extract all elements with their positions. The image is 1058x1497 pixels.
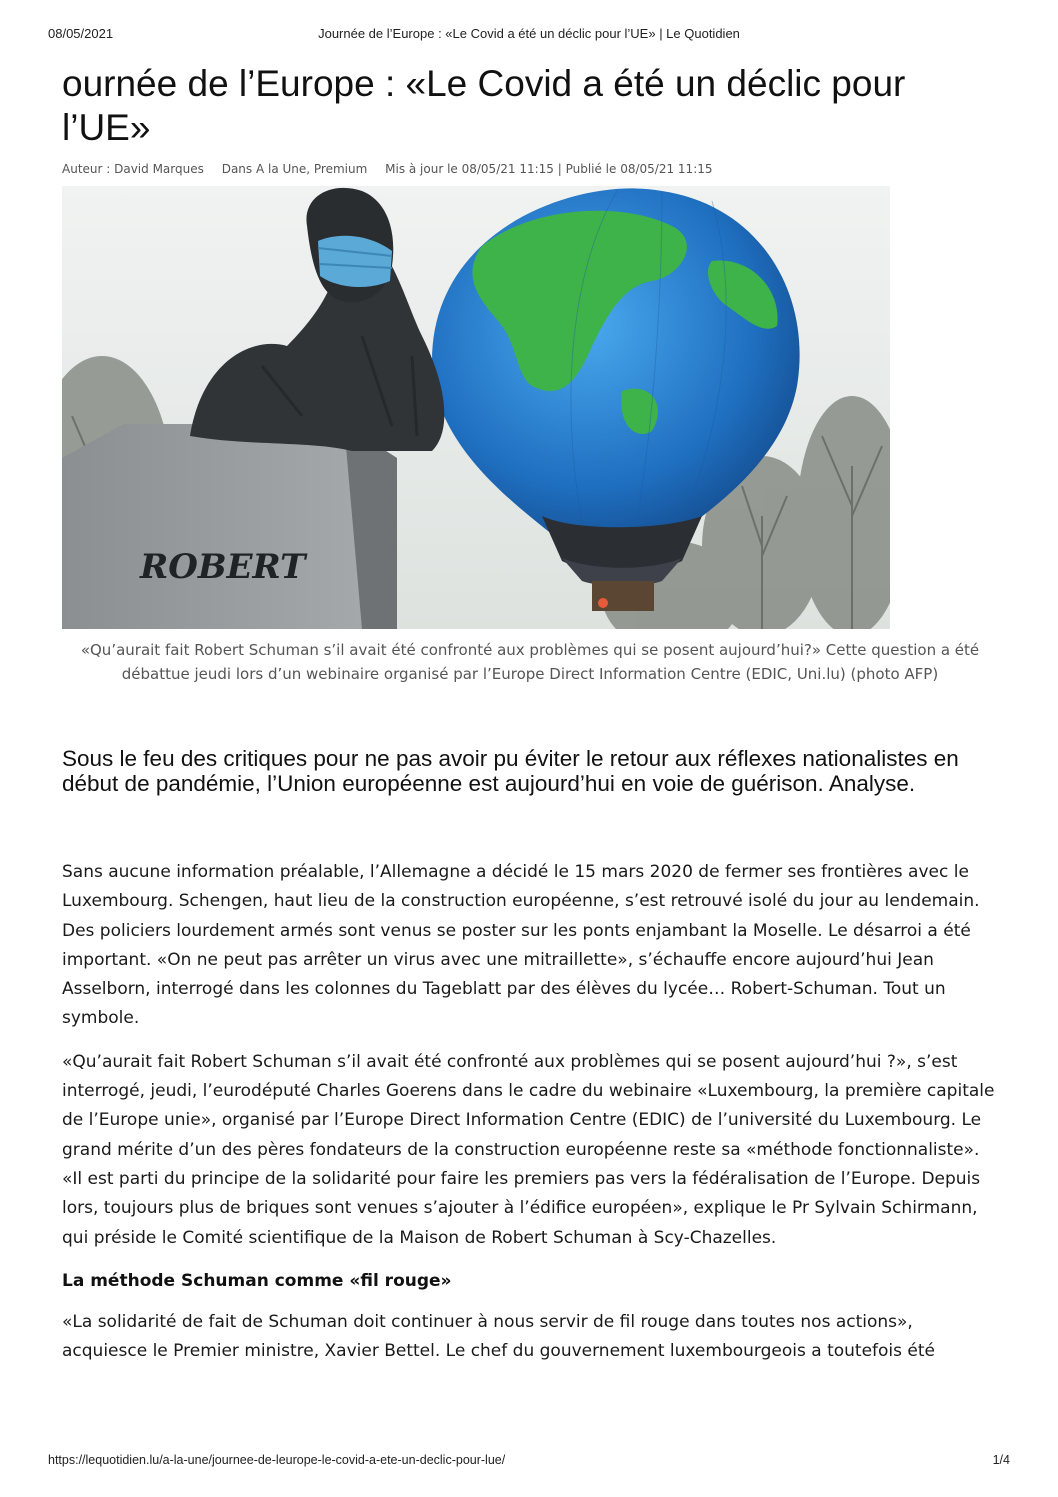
- print-page-title: Journée de l’Europe : «Le Covid a été un déclic pour l’UE» | Le Quotidien: [318, 26, 740, 41]
- print-header: [48, 26, 1010, 44]
- article-photo: [62, 186, 890, 629]
- article-meta: [62, 162, 727, 176]
- article-categories[interactable]: Dans A la Une, Premium: [221, 162, 368, 176]
- article-headline: ournée de l’Europe : «Le Covid a été un déclic pour l’UE»: [62, 63, 906, 148]
- article-body: [62, 858, 1002, 1380]
- article-paragraph: Sans aucune information préalable, l’Allemagne a décidé le 15 mars 2020 de fermer ses frontières avec le Luxembourg. Schengen, haut lieu de la construction européenne, s’est retrouvé isolé du jour au lendemain. Des policiers lourdement armés sont venus se poster sur les ponts enjambant la Moselle. Le désarroi a été important. «On ne peut pas arrêter un virus avec une mitraillette», s’échauffe encore aujourd’hui Jean Asselborn, interrogé dans les colonnes du Tageblatt par des élèves du lycée… Robert-Schuman. Tout un symbole.: [62, 862, 980, 1029]
- print-url[interactable]: https://lequotidien.lu/a-la-une/journee-de-leurope-le-covid-a-ete-un-declic-pour-lue/: [48, 1453, 506, 1467]
- pedestal-inscription: ROBERT: [140, 547, 306, 587]
- page-number: 1/4: [992, 1453, 1010, 1467]
- article-paragraph: «Qu’aurait fait Robert Schuman s’il avait été confronté aux problèmes qui se posent aujourd’hui ?», s’est interrogé, jeudi, l’eurodéputé Charles Goerens dans le cadre du webinaire «Luxembourg, la première capitale de l’Europe unie», organisé par l’Europe Direct Information Centre (EDIC) de l’université du Luxembourg. Le grand mérite d’un des pères fondateurs de la construction européenne reste sa «méthode fonctionnaliste». «Il est parti du principe de la solidarité pour faire les premiers pas vers la fédéralisation de l’Europe. Depuis lors, toujours plus de briques sont venues s’ajouter à l’édifice européen», explique le Pr Sylvain Schirmann, qui préside le Comité scientifique de la Maison de Robert Schuman à Scy-Chazelles.: [62, 1051, 995, 1248]
- photo-caption: «Qu’aurait fait Robert Schuman s’il avait été confronté aux problèmes qui se posent aujourd’hui?» Cette question a été débattue jeudi lors d’un webinaire organisé par l’Europe Direct Information Centre (EDIC, Uni.lu) (photo AFP): [80, 641, 980, 683]
- article-author[interactable]: Auteur : David Marques: [62, 162, 204, 176]
- article-dates: Mis à jour le 08/05/21 11:15 | Publié le 08/05/21 11:15: [385, 162, 713, 176]
- article-subheading: La méthode Schuman comme «fil rouge»: [62, 1270, 452, 1291]
- article-paragraph: «La solidarité de fait de Schuman doit continuer à nous servir de fil rouge dans toutes nos actions», acquiesce le Premier ministre, Xavier Bettel. Le chef du gouvernement luxembourgeois a toutefois été: [62, 1311, 935, 1362]
- print-footer: [48, 1453, 1010, 1471]
- print-date: 08/05/2021: [48, 26, 114, 41]
- article-lead: Sous le feu des critiques pour ne pas avoir pu éviter le retour aux réflexes nationalistes en début de pandémie, l’Union européenne est aujourd’hui en voie de guérison. Analyse.: [62, 746, 959, 796]
